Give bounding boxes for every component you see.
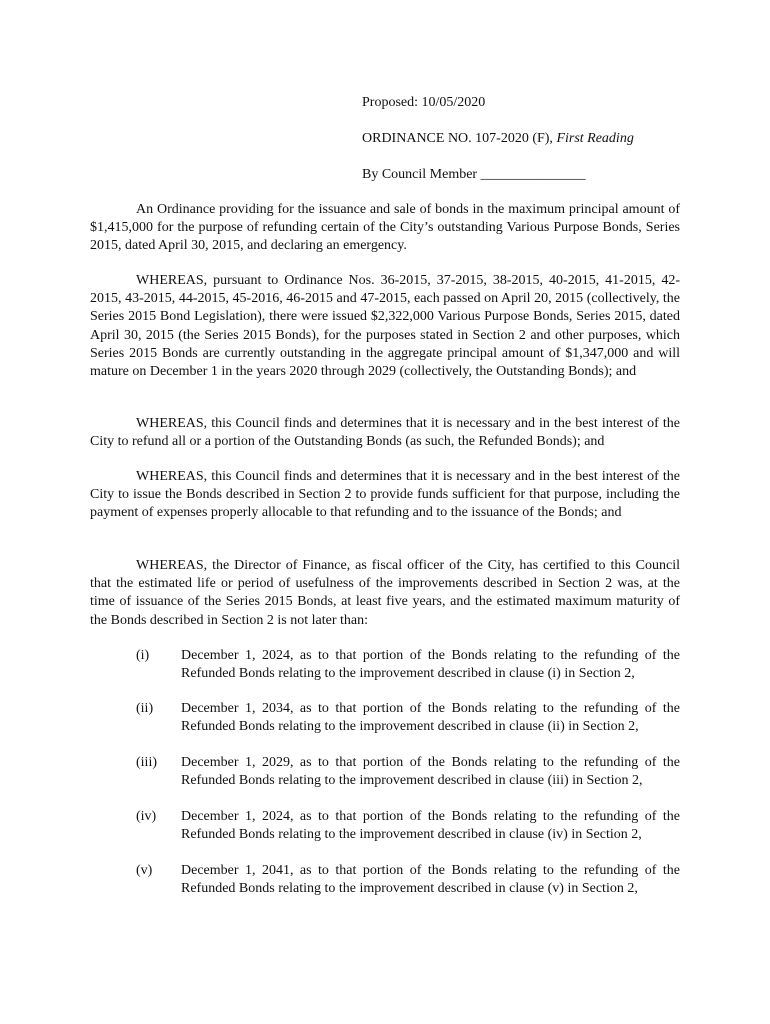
clause-text: December 1, 2024, as to that portion of the Bonds relating to the refunding of the Refunded Bonds relating to the improvement described in clause (i) in Section 2, [181,648,680,682]
whereas-paragraph-3: WHEREAS, this Council finds and determines that it is necessary and in the best interest of the City to issue the Bonds described in Section 2 to provide funds sufficient for that purpose, including the payment of expenses properly allocable to that refunding and to the issuance of the Bonds; and [90,469,680,521]
clause-number: (i) [136,648,150,663]
whereas-paragraph-4: WHEREAS, the Director of Finance, as fiscal officer of the City, has certified to this Council that the estimated life or period of usefulness of the improvements described in Section 2 was, at the time of issuance of the Series 2015 Bonds, at least five years, and the estimated maximum maturity of the Bonds described in Section 2 is not later than: [90,558,680,628]
reading-label: First Reading [556,131,634,146]
whereas-paragraph-1: WHEREAS, pursuant to Ordinance Nos. 36-2015, 37-2015, 38-2015, 40-2015, 41-2015, 42-2015, 43-2015, 44-2015, 45-2016, 46-2015 and 47-2015, each passed on April 20, 2015 (collectively, the Series 2015 Bond Legislation), there were issued $2,322,000 Various Purpose Bonds, Series 2015, dated April 30, 2015 (the Series 2015 Bonds), for the purposes stated in Section 2 and other purposes, which Series 2015 Bonds are currently outstanding in the aggregate principal amount of $1,347,000 and will mature on December 1 in the years 2020 through 2029 (collectively, the Outstanding Bonds); and [90,273,680,380]
clause-number: (iii) [136,755,157,770]
proposed-date: Proposed: 10/05/2020 [362,95,486,110]
ordinance-number [362,130,634,148]
clause-number: (v) [136,863,153,878]
clause-text: December 1, 2034, as to that portion of the Bonds relating to the refunding of the Refunded Bonds relating to the improvement described in clause (ii) in Section 2, [181,701,680,735]
ordinance-summary-paragraph: An Ordinance providing for the issuance and sale of bonds in the maximum principal amount of $1,415,000 for the purpose of refunding certain of the City’s outstanding Various Purpose Bonds, Series 2015, dated April 30, 2015, and declaring an emergency. [90,202,680,254]
clause-number: (iv) [136,809,157,824]
clause-text: December 1, 2041, as to that portion of the Bonds relating to the refunding of the Refunded Bonds relating to the improvement described in clause (v) in Section 2, [181,863,680,897]
clause-text: December 1, 2029, as to that portion of the Bonds relating to the refunding of the Refunded Bonds relating to the improvement described in clause (iii) in Section 2, [181,755,680,789]
clause-number: (ii) [136,701,154,716]
clause-text: December 1, 2024, as to that portion of the Bonds relating to the refunding of the Refunded Bonds relating to the improvement described in clause (iv) in Section 2, [181,809,680,843]
ordinance-title: ORDINANCE NO. 107-2020 (F), [362,131,557,146]
whereas-paragraph-2: WHEREAS, this Council finds and determines that it is necessary and in the best interest of the City to refund all or a portion of the Outstanding Bonds (as such, the Refunded Bonds); and [90,416,680,450]
sponsor-line: By Council Member _______________ [362,167,586,182]
